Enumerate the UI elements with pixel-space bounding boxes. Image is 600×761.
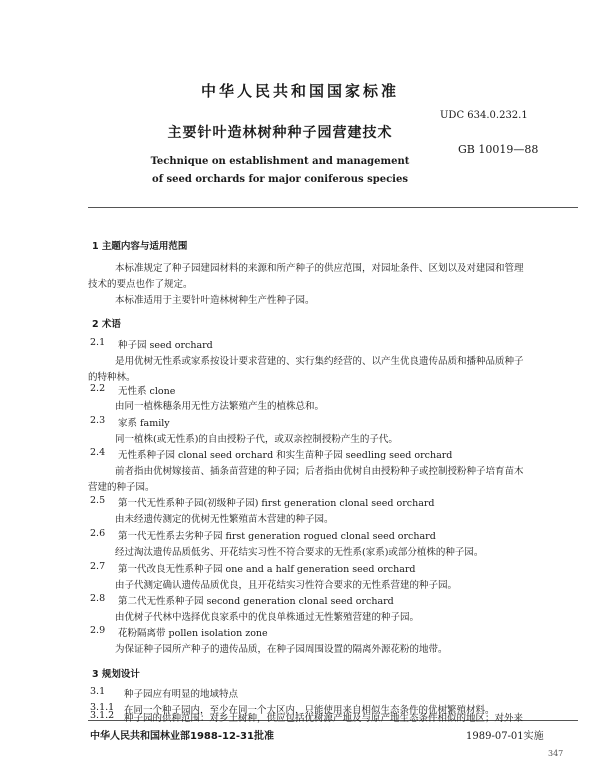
term-definition: 为保证种子园所产种子的遗传品质，在种子园周围设置的隔离外源花粉的地带。 bbox=[115, 644, 448, 655]
section1-para1-line2: 技术的要点也作了规定。 bbox=[88, 279, 193, 290]
term-number: 2.6 bbox=[90, 528, 106, 539]
section1-para2: 本标准适用于主要针叶造林树种生产性种子园。 bbox=[115, 295, 315, 306]
term-definition: 前者指由优树嫁接苗、插条苗营建的种子园；后者指由优树自由授粉种子或控制授粉种子培育苗木 bbox=[115, 466, 524, 477]
term-label: 第一代无性系去劣种子园 first generation rogued clonal seed orchard bbox=[118, 531, 436, 542]
term-number: 2.5 bbox=[90, 495, 106, 506]
header-divider bbox=[88, 207, 578, 208]
english-title-line2: of seed orchards for major coniferous species bbox=[152, 174, 408, 185]
term-number: 2.2 bbox=[90, 383, 106, 394]
term-definition: 经过淘汰遗传品质低劣、开花结实习性不符合要求的无性系(家系)或部分植株的种子园。 bbox=[115, 547, 484, 558]
term-number: 2.8 bbox=[90, 593, 106, 604]
term-number: 2.1 bbox=[90, 337, 106, 348]
term-definition: 由同一植株穗条用无性方法繁殖产生的植株总和。 bbox=[115, 401, 325, 412]
section1-para1-line1: 本标准规定了种子园建园材料的来源和所产种子的供应范围，对园址条件、区划以及对建园和管理 bbox=[115, 263, 524, 274]
term-label: 无性系种子园 clonal seed orchard 和实生苗种子园 seedling seed orchard bbox=[118, 450, 453, 461]
subsection-text: 在同一个种子园内，至少在同一个大区内，只能使用来自相似生态条件的优树繁殖材料。 bbox=[124, 705, 495, 716]
term-definition: 由子代测定确认遗传品质优良，且开花结实习性符合要求的无性系营建的种子园。 bbox=[115, 580, 458, 591]
approval-text: 中华人民共和国林业部1988-12-31批准 bbox=[90, 731, 274, 742]
term-definition-cont: 营建的种子园。 bbox=[88, 482, 155, 493]
english-title-line1: Technique on establishment and management bbox=[150, 156, 410, 167]
term-label: 种子园 seed orchard bbox=[118, 340, 213, 351]
section1-heading: 1 主题内容与适用范围 bbox=[92, 241, 188, 252]
section2-heading: 2 术语 bbox=[92, 319, 121, 330]
term-label: 第二代无性系种子园 second generation clonal seed orchard bbox=[118, 596, 394, 607]
page-number: 347 bbox=[548, 749, 564, 758]
term-label: 花粉隔离带 pollen isolation zone bbox=[118, 628, 268, 639]
implementation-date: 1989-07-01实施 bbox=[466, 731, 544, 742]
term-number: 2.4 bbox=[90, 447, 106, 458]
term-number: 2.7 bbox=[90, 561, 106, 572]
term-label: 第一代无性系种子园(初级种子园) first generation clonal seed orchard bbox=[118, 498, 435, 509]
document-title: 主要针叶造林树种种子园营建技术 bbox=[167, 125, 393, 141]
term-number: 2.3 bbox=[90, 415, 106, 426]
udc-code: UDC 634.0.232.1 bbox=[440, 110, 528, 121]
subsection-text: 种子园的供种范围：对乡土树种，供应包括优树源产地及与原产地生态条件相似的地区；对外来 bbox=[124, 713, 524, 724]
term-definition: 同一植株(或无性系)的自由授粉子代，或双亲控制授粉产生的子代。 bbox=[115, 434, 398, 445]
national-standard-heading: 中华人民共和国国家标准 bbox=[200, 82, 399, 100]
term-definition-cont: 的特种林。 bbox=[88, 372, 136, 383]
subsection-number: 3.1.1 bbox=[90, 702, 115, 713]
term-definition: 是用优树无性系或家系按设计要求营建的、实行集约经营的、以产生优良遗传品质和播种品质种子 bbox=[115, 356, 524, 367]
term-label: 家系 family bbox=[118, 418, 170, 429]
subsection-text: 种子园应有明显的地域特点 bbox=[124, 689, 239, 700]
term-label: 第一代改良无性系种子园 one and a half generation seed orchard bbox=[118, 564, 416, 575]
term-definition: 由未经遗传测定的优树无性繁殖苗木营建的种子园。 bbox=[115, 514, 334, 525]
term-label: 无性系 clone bbox=[118, 386, 176, 397]
subsection-number: 3.1.2 bbox=[90, 710, 115, 721]
term-definition: 由优树子代林中选择优良家系中的优良单株通过无性繁殖营建的种子园。 bbox=[115, 612, 420, 623]
subsection-number: 3.1 bbox=[90, 686, 106, 697]
term-number: 2.9 bbox=[90, 625, 106, 636]
gb-number: GB 10019—88 bbox=[458, 143, 539, 156]
section3-heading: 3 规划设计 bbox=[92, 669, 140, 680]
